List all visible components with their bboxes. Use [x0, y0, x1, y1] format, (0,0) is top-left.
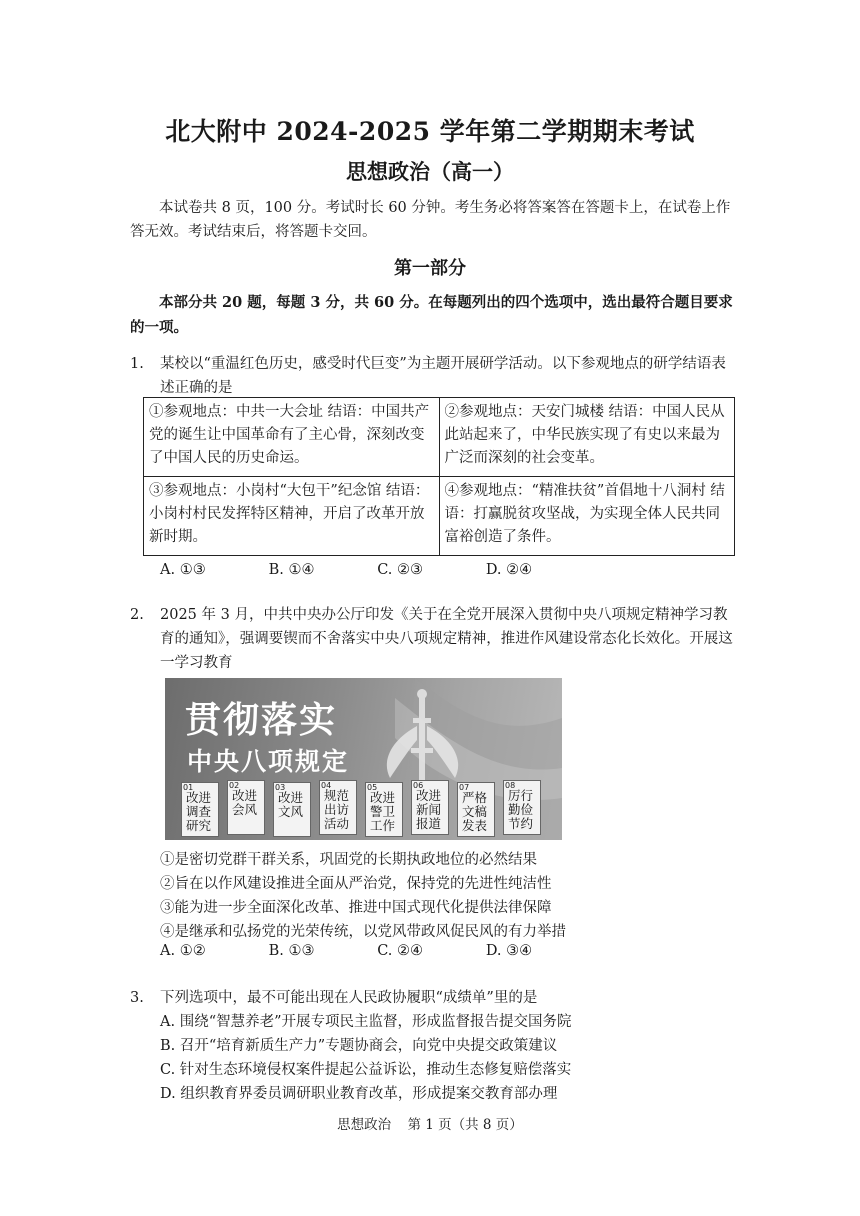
rule-card — [273, 782, 311, 837]
footer-page-number: 第 1 页（共 8 页） — [407, 1117, 523, 1133]
rule-number: 06 — [413, 781, 424, 790]
eight-rules-banner-image — [165, 678, 562, 840]
option-a[interactable]: A. ①② — [160, 943, 206, 959]
option-a[interactable]: A. ①③ — [160, 562, 206, 578]
question-1 — [130, 352, 734, 400]
question-number: 3. — [130, 990, 144, 1006]
option-a[interactable]: A. 围绕“智慧养老”开展专项民主监督，形成监督报告提交国务院 — [160, 1014, 572, 1030]
option-d[interactable]: D. ②④ — [485, 562, 533, 578]
option-d[interactable]: D. 组织教育界委员调研职业教育改革，形成提案交教育部办理 — [160, 1086, 558, 1102]
rule-number: 07 — [459, 783, 470, 792]
statement: ③能为进一步全面深化改革、推进中国式现代化提供法律保障 — [160, 900, 552, 916]
option-b[interactable]: B. ①④ — [268, 562, 315, 578]
rule-text: 厉行勤俭节约 — [508, 788, 534, 831]
rule-number: 04 — [321, 781, 332, 790]
question-2-options — [160, 943, 532, 959]
rule-text: 改进会风 — [232, 788, 258, 817]
option-d[interactable]: D. ③④ — [485, 943, 533, 959]
question-2 — [130, 603, 734, 675]
page-footer — [0, 1113, 860, 1133]
rule-text: 改进新闻报道 — [416, 788, 442, 831]
exam-subtitle: 思想政治（高一） — [346, 159, 514, 184]
banner-heading: 贯彻落实 — [185, 700, 338, 741]
option-c[interactable]: C. ②③ — [377, 562, 424, 578]
section-instructions: 本部分共 20 题，每题 3 分，共 60 分。在每题列出的四个选项中，选出最符合题目要求的一项。 — [130, 294, 733, 336]
statement: ④是继承和弘扬党的光荣传统，以党风带政风促民风的有力举措 — [160, 924, 566, 940]
study-sites-table — [143, 397, 735, 556]
option-c[interactable]: C. 针对生态环境侵权案件提起公益诉讼，推动生态修复赔偿落实 — [160, 1062, 572, 1078]
footer-subject: 思想政治 — [337, 1117, 392, 1133]
rule-card — [319, 780, 357, 835]
rule-number: 01 — [183, 783, 194, 792]
table-cell: ②参观地点：天安门城楼 结语：中国人民从此站起来了，中华民族实现了有史以来最为广泛而深刻的社会变革。 — [439, 398, 735, 477]
rule-card — [503, 780, 541, 835]
question-number: 2. — [130, 607, 144, 623]
question-stem: 2025 年 3 月，中共中央办公厅印发《关于在全党开展深入贯彻中央八项规定精神学习教育的通知》，强调要锲而不舍落实中央八项规定精神，推进作风建设常态化长效化。开展这一学习教育 — [160, 607, 733, 671]
rule-text: 改进文风 — [278, 790, 304, 819]
question-3-options — [160, 1010, 740, 1106]
rule-number: 02 — [229, 781, 240, 790]
option-b[interactable]: B. ①③ — [268, 943, 315, 959]
rule-card — [181, 782, 219, 837]
exam-title: 北大附中 2024-2025 学年第二学期期末考试 — [165, 117, 695, 146]
rule-number: 03 — [275, 783, 286, 792]
banner-subheading: 中央八项规定 — [187, 747, 350, 776]
rule-text: 改进调查研究 — [186, 790, 212, 833]
question-stem: 某校以“重温红色历史，感受时代巨变”为主题开展研学活动。以下参观地点的研学结语表述正确的是 — [160, 356, 726, 396]
rule-number: 08 — [505, 781, 516, 790]
table-cell: ④参观地点：“精准扶贫”首倡地十八洞村 结语：打赢脱贫攻坚战，为实现全体人民共同富裕创造了条件。 — [439, 477, 735, 556]
rule-card — [227, 780, 265, 835]
rule-text: 严格文稿发表 — [462, 790, 488, 833]
question-2-statements — [160, 848, 740, 944]
statement: ②旨在以作风建设推进全面从严治党，保持党的先进性纯洁性 — [160, 876, 552, 892]
rule-card — [411, 780, 449, 835]
rule-card — [457, 782, 495, 837]
table-cell: ③参观地点：小岗村“大包干”纪念馆 结语：小岗村村民发挥特区精神，开启了改革开放新时期。 — [144, 477, 440, 556]
question-stem: 下列选项中，最不可能出现在人民政协履职“成绩单”里的是 — [160, 990, 538, 1006]
statement: ①是密切党群干群关系，巩固党的长期执政地位的必然结果 — [160, 852, 537, 868]
rule-text: 规范出访活动 — [324, 788, 350, 831]
rule-number: 05 — [367, 783, 378, 792]
rule-card — [365, 782, 403, 837]
exam-instructions: 本试卷共 8 页，100 分。考试时长 60 分钟。考生务必将答案答在答题卡上，在试卷上作答无效。考试结束后，将答题卡交回。 — [130, 200, 731, 240]
option-c[interactable]: C. ②④ — [377, 943, 424, 959]
question-3 — [130, 986, 734, 1010]
question-number: 1. — [130, 356, 144, 372]
question-1-options — [160, 562, 532, 578]
option-b[interactable]: B. 召开“培育新质生产力”专题协商会，向党中央提交政策建议 — [160, 1038, 558, 1054]
rule-text: 改进警卫工作 — [370, 790, 396, 833]
section-title: 第一部分 — [394, 258, 466, 279]
table-cell: ①参观地点：中共一大会址 结语：中国共产党的诞生让中国革命有了主心骨，深刻改变了中国人民的历史命运。 — [144, 398, 440, 477]
